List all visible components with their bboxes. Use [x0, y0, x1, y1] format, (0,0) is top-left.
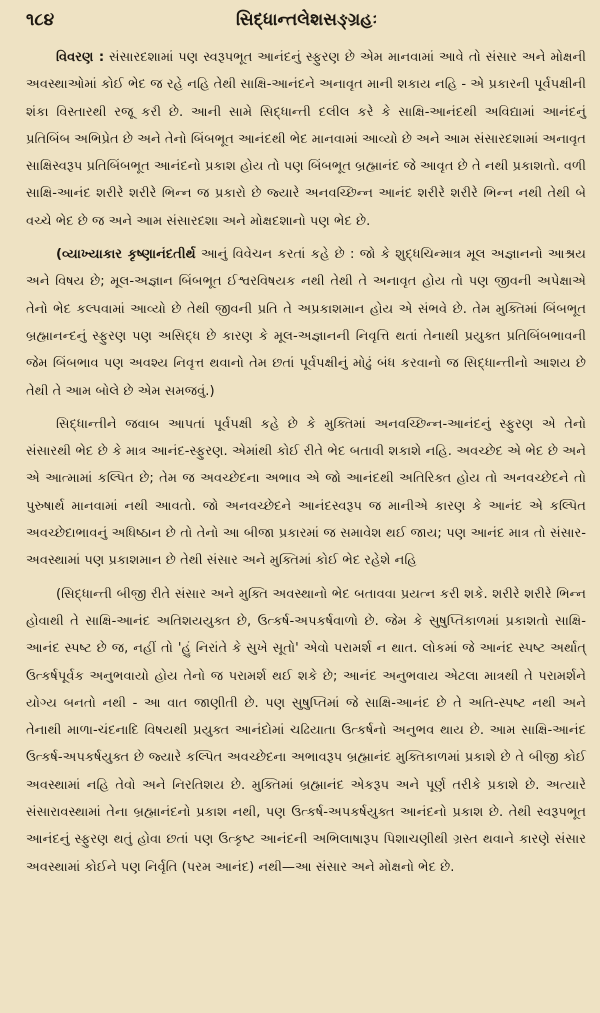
body-text [26, 44, 586, 881]
paragraph-siddhanti [26, 581, 586, 881]
paragraph-text: (સિદ્ધાન્તી બીજી રીતે સંસાર અને મુક્તિ અવસ્થાનો ભેદ બતાવવા પ્રયત્ન કરી શકે. શરીરે શરીરે ભિન્ન હોવાથી તે સાક્ષિ-આનંદ અતિશયયુક્ત છે, ઉત્કર્ષ-અપકર્ષવાળો છે. જેમ કે સુષુપ્તિકાળમાં પ્રકાશતો સાક્ષિ-આનંદ સ્પષ્ટ છે જ, નહીં તો 'હું નિરાંતે કે સુખે સૂતો' એવો પરામર્શ ન થાત. લોકમાં જે આનંદ સ્પષ્ટ અર્થાત્ ઉત્કર્ષપૂર્વક અનુભવાયો હોય તેનો જ પરામર્શ થઈ શકે છે; આનંદ અનુભવાય એટલા માત્રથી તે પરામર્શને યોગ્ય બનતો નથી - આ વાત જાણીતી છે. પણ સુષુપ્તિમાં જે સાક્ષિ-આનંદ છે તે અતિ-સ્પષ્ટ નથી અને તેનાથી માળા-ચંદનાદિ વિષયથી પ્રયુક્ત આનંદોમાં ચઢિયાતા ઉત્કર્ષનો અનુભવ થાય છે. આમ સાક્ષિ-આનંદ ઉત્કર્ષ-અપકર્ષયુક્ત છે જ્યારે કલ્પિત અવચ્છેદના અભાવરૂપ બ્રહ્માનંદ મુક્તિકાળમાં પ્રકાશે છે તે બીજી કોઈ અવસ્થામાં નહિ તેવો અને નિરતિશય છે. મુક્તિમાં બ્રહ્માનંદ એકરૂપ અને પૂર્ણ તરીકે પ્રકાશે છે. અત્યારે સંસારાવસ્થામાં તેના બ્રહ્માનંદનો પ્રકાશ નથી, પણ ઉત્કર્ષ-અપકર્ષયુક્ત આનંદનો પ્રકાશ છે. તેથી સ્વરૂપભૂત આનંદનું સ્ફુરણ થતું હોવા છતાં પણ ઉત્કૃષ્ટ આનંદની અભિલાષારૂપ પિશાચણીથી ગ્રસ્ત થવાને કારણે સંસાર અવસ્થામાં કોઈને પણ નિર્વૃતિ (પરમ આનંદ) નથી—આ સંસાર અને મોક્ષનો ભેદ છે. [26, 586, 586, 875]
paragraph-text: સંસારદશામાં પણ સ્વરૂપભૂત આનંદનું સ્ફુરણ છે એમ માનવામાં આવે તો સંસાર અને મોક્ષની અવસ્થાઓમાં કોઈ ભેદ જ રહે નહિ તેથી સાક્ષિ-આનંદને અનાવૃત માની શકાય નહિ - એ પ્રકારની પૂર્વપક્ષીની શંકા વિસ્તારથી રજૂ કરી છે. આની સામે સિદ્ધાન્તી દલીલ કરે કે સાક્ષિ-આનંદથી અવિદ્યામાં આનંદનું પ્રતિબિંબ અભિપ્રેત છે અને તેનો બિંબભૂત આનંદથી ભેદ માનવામાં આવ્યો છે અને આમ સંસારદશામાં અનાવૃત સાક્ષિસ્વરૂપ પ્રતિબિંબભૂત આનંદનો પ્રકાશ હોય તો પણ બિંબભૂત બ્રહ્માનંદ જે આવૃત છે તે નથી પ્રકાશતો. વળી સાક્ષિ-આનંદ શરીરે શરીરે ભિન્ન જ પ્રકારો છે જ્યારે અનવચ્છિન્ન આનંદ શરીરે શરીરે ભિન્ન નથી તેથી બે વચ્ચે ભેદ છે જ અને આમ સંસારદશા અને મોક્ષદશાનો પણ ભેદ છે. [26, 50, 586, 229]
paragraph-vivaran [26, 44, 586, 235]
paragraph-commentary [26, 241, 586, 405]
page-number: ૧૮૪ [26, 10, 55, 30]
paragraph-text: સિદ્ધાન્તીને જવાબ આપતાં પૂર્વપક્ષી કહે છે કે મુક્તિમાં અનવચ્છિન્ન-આનંદનું સ્ફુરણ એ તેનો સંસારથી ભેદ છે કે માત્ર આનંદ-સ્ફુરણ. એમાંથી કોઈ રીતે ભેદ બતાવી શકાશે નહિ. અવચ્છેદ એ ભેદ છે અને એ આત્મામાં કલ્પિત છે; તેમ જ અવચ્છેદના અભાવ એ જો આનંદથી અતિરિક્ત હોય તો અનવચ્છેદને તો પુરુષાર્થ માનવામાં નથી આવતો. જો અનવચ્છેદને આનંદસ્વરૂપ જ માનીએ કારણ કે આનંદ એ કલ્પિત અવચ્છેદાભાવનું અધિષ્ઠાન છે તો તેનો આ બીજા પ્રકારમાં જ સમાવેશ થઈ જાય; પણ આનંદ માત્ર તો સંસાર-અવસ્થામાં પણ પ્રકાશમાન છે તેથી સંસાર અને મુક્તિમાં કોઈ ભેદ રહેશે નહિ [26, 416, 586, 569]
page-title: સિદ્ધાન્તલેશસઙ્ગ્રહઃ [236, 10, 378, 30]
page-header [26, 10, 586, 44]
paragraph-lead: (વ્યાખ્યાકાર કૃષ્ણાનંદતીર્થ [56, 247, 196, 263]
paragraph-lead: વિવરણ : [56, 50, 105, 65]
paragraph-text: આનું વિવેચન કરતાં કહે છે : જો કે શુદ્ધચિન્માત્ર મૂલ અજ્ઞાનનો આશ્રય અને વિષય છે; મૂલ-અજ્ઞાન બિંબભૂત ઈશ્વરવિષયક નથી તેથી તે અનાવૃત હોય તો પણ જીવની અપેક્ષાએ તેનો ભેદ કલ્પવામાં આવ્યો છે તેથી જીવની પ્રતિ તે અપ્રકાશમાન હોય એ સંભવે છે. તેમ મુક્તિમાં બિંબભૂત બ્રહ્માનન્દનું સ્ફુરણ પણ અસિદ્ધ છે કારણ કે મૂલ-અજ્ઞાનની નિવૃત્તિ થતાં તેનાથી પ્રયુક્ત પ્રતિબિંબભાવની જેમ બિંબભાવ પણ અવશ્ય નિવૃત્ત થવાનો તેમ છતાં પૂર્વપક્ષીનું મોઢું બંધ કરવાનો જ સિદ્ધાન્તીનો આશય છે તેથી તે આમ બોલે છે એમ સમજવું.) [26, 247, 586, 399]
paragraph-purvapakshi [26, 411, 586, 575]
